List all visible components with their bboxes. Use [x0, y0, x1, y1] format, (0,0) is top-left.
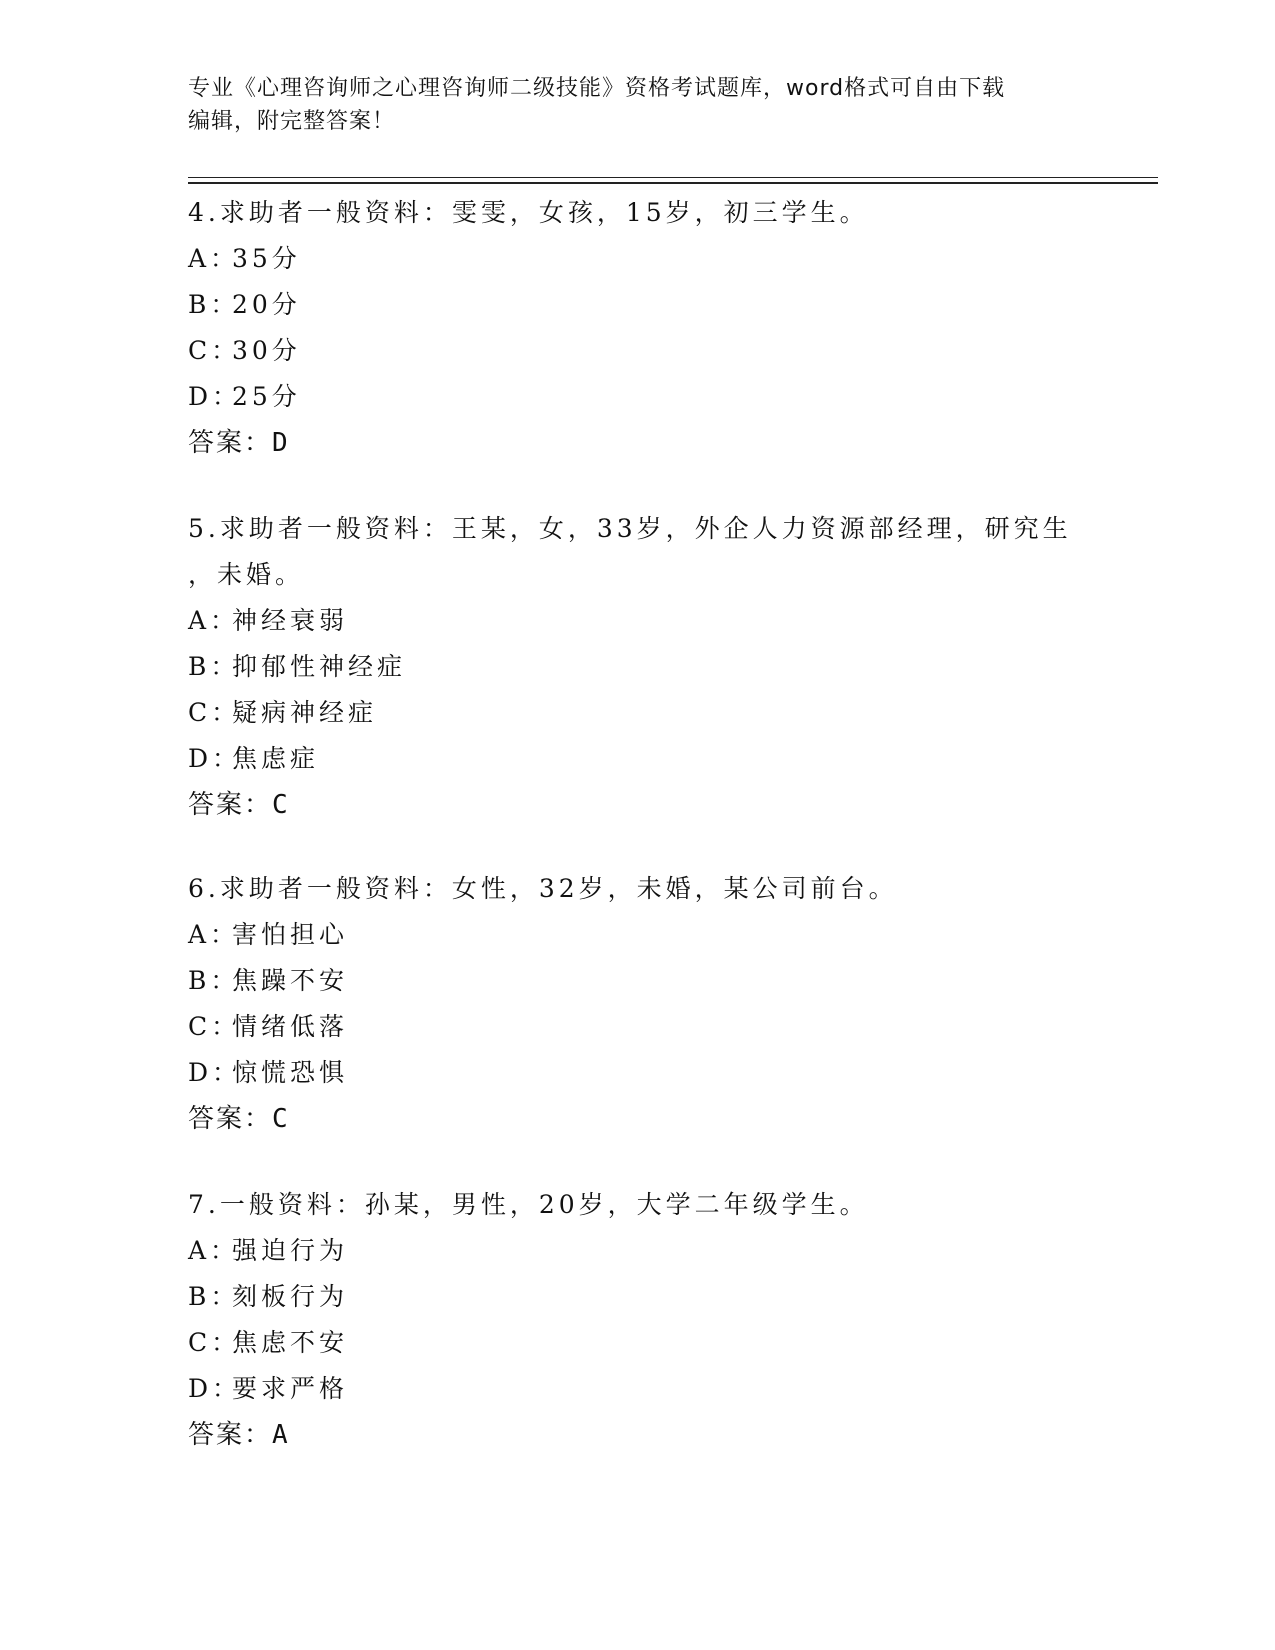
option-b — [188, 958, 1088, 1004]
option-key: C： — [188, 698, 241, 727]
answer-value: A — [272, 1420, 290, 1450]
option-text: 情绪低落 — [232, 1012, 349, 1041]
option-d — [188, 374, 1088, 420]
option-key: A： — [188, 920, 240, 949]
option-key: B： — [188, 966, 240, 995]
option-c — [188, 1004, 1088, 1050]
option-key: D： — [188, 1058, 242, 1087]
option-d — [188, 736, 1088, 782]
option-text: 焦虑症 — [232, 744, 320, 773]
option-key: C： — [188, 1328, 241, 1357]
option-text: 要求严格 — [232, 1374, 349, 1403]
option-text: 害怕担心 — [232, 920, 349, 949]
option-d — [188, 1366, 1088, 1412]
answer-value: C — [272, 1104, 290, 1134]
option-text: 神经衰弱 — [232, 606, 349, 635]
option-key: B： — [188, 652, 240, 681]
option-text: 疑病神经症 — [232, 698, 378, 727]
question-6 — [188, 866, 1088, 1142]
document-header — [188, 72, 1088, 138]
answer-value: D — [272, 428, 290, 458]
option-a — [188, 598, 1088, 644]
answer-line — [188, 1412, 1088, 1458]
option-b — [188, 282, 1088, 328]
header-line-1: 专业《心理咨询师之心理咨询师二级技能》资格考试题库，word格式可自由下载 — [188, 76, 1006, 101]
option-text: 20分 — [232, 290, 301, 319]
option-text: 强迫行为 — [232, 1236, 349, 1265]
option-key: A： — [188, 1236, 240, 1265]
option-d — [188, 1050, 1088, 1096]
option-text: 抑郁性神经症 — [232, 652, 407, 681]
option-text: 惊慌恐惧 — [232, 1058, 349, 1087]
question-stem: 6.求助者一般资料：女性，32岁，未婚，某公司前台。 — [188, 874, 898, 903]
option-key: D： — [188, 1374, 242, 1403]
answer-value: C — [272, 790, 290, 820]
option-key: A： — [188, 244, 240, 273]
option-text: 30分 — [232, 336, 301, 365]
answer-line — [188, 420, 1088, 466]
answer-line — [188, 1096, 1088, 1142]
header-line-2: 编辑，附完整答案！ — [188, 109, 396, 134]
option-text: 焦虑不安 — [232, 1328, 349, 1357]
option-key: D： — [188, 744, 242, 773]
option-key: C： — [188, 336, 241, 365]
question-5 — [188, 506, 1088, 828]
option-a — [188, 1228, 1088, 1274]
question-4 — [188, 190, 1088, 466]
header-divider-thick — [188, 182, 1158, 184]
answer-label: 答案： — [188, 428, 273, 458]
option-key: A： — [188, 606, 240, 635]
option-key: D： — [188, 382, 242, 411]
header-divider-thin — [188, 177, 1158, 178]
option-c — [188, 690, 1088, 736]
option-text: 刻板行为 — [232, 1282, 349, 1311]
option-b — [188, 644, 1088, 690]
option-key: B： — [188, 1282, 240, 1311]
question-stem: 4.求助者一般资料：雯雯，女孩，15岁，初三学生。 — [188, 198, 869, 227]
option-text: 35分 — [232, 244, 301, 273]
option-key: C： — [188, 1012, 241, 1041]
answer-label: 答案： — [188, 1104, 273, 1134]
option-text: 焦躁不安 — [232, 966, 349, 995]
option-c — [188, 1320, 1088, 1366]
question-7 — [188, 1182, 1088, 1458]
answer-label: 答案： — [188, 790, 273, 820]
option-a — [188, 236, 1088, 282]
option-b — [188, 1274, 1088, 1320]
question-stem: 5.求助者一般资料：王某，女，33岁，外企人力资源部经理，研究生 — [188, 514, 1072, 543]
option-a — [188, 912, 1088, 958]
option-text: 25分 — [232, 382, 301, 411]
question-stem-continued: ，未婚。 — [188, 560, 305, 589]
option-c — [188, 328, 1088, 374]
question-stem: 7.一般资料：孙某，男性，20岁，大学二年级学生。 — [188, 1190, 869, 1219]
answer-label: 答案： — [188, 1420, 273, 1450]
answer-line — [188, 782, 1088, 828]
option-key: B： — [188, 290, 240, 319]
